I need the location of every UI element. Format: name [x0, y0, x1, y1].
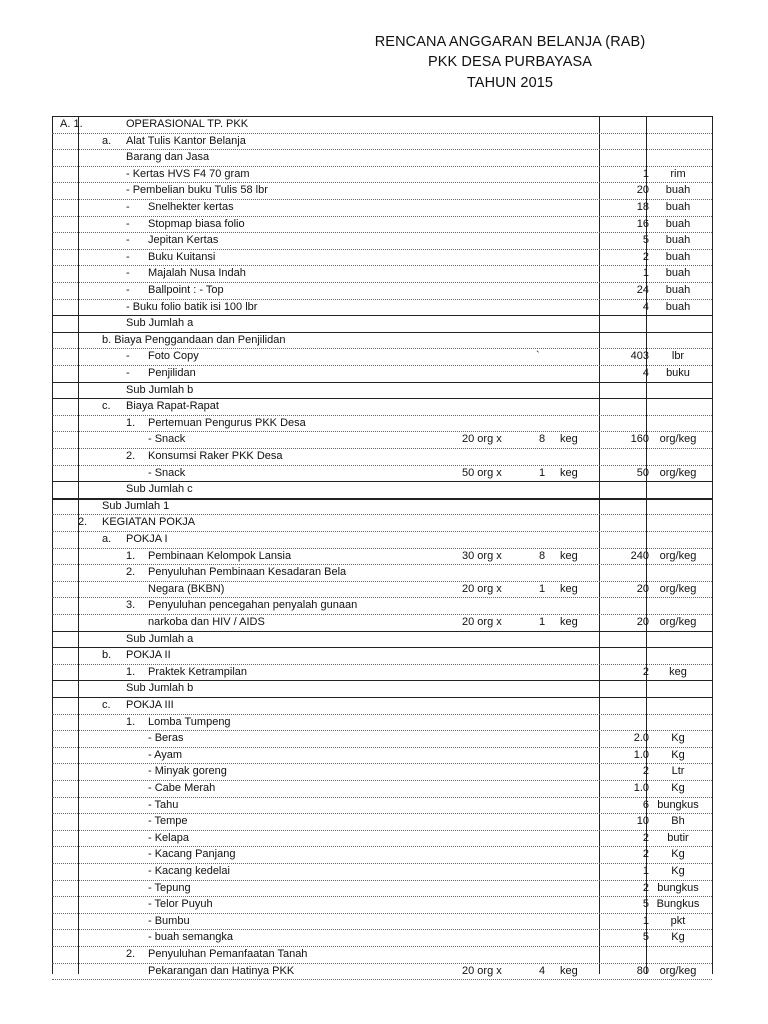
row-detail: Negara (BKBN) — [148, 582, 225, 595]
row-quantity: 1 — [642, 167, 649, 180]
row-label: - Kertas HVS F4 70 gram — [126, 167, 250, 180]
table-row — [52, 514, 712, 532]
row-label: - — [126, 267, 130, 280]
row-detail: Konsumsi Raker PKK Desa — [148, 450, 283, 462]
row-quantity: 2 — [642, 665, 649, 678]
row-label: POKJA II — [126, 649, 171, 662]
row-sub-letter: c. — [102, 400, 111, 413]
table-row — [52, 282, 712, 300]
row-quantity: 24 — [636, 284, 649, 296]
row-detail: - Kacang Panjang — [148, 848, 236, 861]
table-row — [52, 249, 712, 267]
row-detail: - Ayam — [148, 748, 183, 761]
row-detail: Jepitan Kertas — [148, 234, 219, 247]
row-quantity: 4 — [642, 367, 649, 379]
row-label: Sub Jumlah b — [126, 383, 194, 396]
row-frequency-unit: keg — [560, 582, 578, 595]
table-row — [52, 680, 712, 698]
row-participants: 30 org x — [462, 549, 502, 562]
table-row — [52, 315, 712, 333]
row-quantity: 80 — [636, 964, 649, 977]
row-sub-letter: a. — [102, 533, 112, 545]
row-frequency-unit: keg — [560, 433, 578, 446]
row-quantity: 4 — [642, 300, 649, 313]
row-label: - Pembelian buku Tulis 58 lbr — [126, 184, 268, 197]
table-row — [52, 149, 712, 167]
row-unit: Bh — [671, 815, 685, 828]
row-unit: buah — [665, 284, 691, 296]
row-unit: org/keg — [659, 549, 697, 562]
table-row — [52, 199, 712, 217]
row-unit: org/keg — [659, 433, 697, 446]
row-quantity: 2.0 — [633, 732, 649, 745]
table-row — [52, 166, 712, 184]
row-label: POKJA III — [126, 699, 174, 711]
row-frequency-unit: keg — [560, 549, 578, 562]
row-label: - — [126, 234, 130, 247]
row-unit: Kg — [671, 848, 685, 861]
row-unit: bungkus — [657, 798, 699, 811]
table-row — [52, 664, 712, 682]
row-detail: - Kacang kedelai — [148, 865, 230, 877]
row-frequency: 1 — [539, 616, 546, 628]
table-row — [52, 597, 712, 615]
row-quantity: 160 — [630, 433, 649, 446]
row-detail: - Cabe Merah — [148, 782, 216, 794]
row-quantity: 5 — [642, 898, 649, 911]
row-detail: - Tempe — [148, 815, 188, 828]
table-row — [52, 182, 712, 200]
table-row — [52, 763, 712, 781]
row-detail: Penyuluhan Pemanfaatan Tanah — [148, 948, 308, 960]
row-label: 1. — [126, 549, 136, 562]
row-unit: butir — [667, 831, 689, 844]
row-unit: org/keg — [659, 964, 697, 977]
table-row — [52, 697, 712, 715]
row-quantity: 5 — [642, 931, 649, 944]
row-unit: Kg — [671, 931, 685, 944]
row-quantity: 10 — [636, 815, 649, 828]
table-row — [52, 797, 712, 815]
row-unit: Kg — [671, 782, 685, 794]
row-label: 2. — [126, 566, 136, 579]
table-row — [52, 631, 712, 649]
row-sub-letter: b. Biaya Penggandaan dan Penjilidan — [102, 333, 286, 346]
row-quantity: 1 — [642, 914, 649, 927]
table-row — [52, 846, 712, 864]
row-detail: - Bumbu — [148, 914, 190, 927]
row-unit: pkt — [670, 914, 686, 927]
table-row — [52, 863, 712, 881]
row-sub-letter: Sub Jumlah 1 — [102, 499, 170, 512]
table-row — [52, 564, 712, 582]
row-quantity: 16 — [636, 217, 649, 230]
row-quantity: 240 — [630, 549, 649, 562]
row-unit: buah — [665, 217, 691, 230]
row-participants: 20 org x — [462, 433, 502, 446]
row-detail: Penyuluhan pencegahan penyalah gunaan — [148, 599, 358, 612]
row-label: Alat Tulis Kantor Belanja — [126, 134, 246, 147]
row-detail: - Telor Puyuh — [148, 898, 213, 911]
row-quantity: 20 — [636, 582, 649, 595]
table-row — [52, 780, 712, 798]
row-label: OPERASIONAL TP. PKK — [126, 118, 249, 130]
row-detail: Majalah Nusa Indah — [148, 267, 246, 280]
row-detail: Pembinaan Kelompok Lansia — [148, 549, 292, 562]
row-number: A. 1. — [60, 118, 83, 130]
row-unit: buah — [665, 234, 691, 247]
row-label: 2. — [126, 948, 136, 960]
row-label: Sub Jumlah a — [126, 632, 194, 645]
row-quantity: 403 — [630, 350, 649, 363]
row-unit: Kg — [671, 732, 685, 745]
table-row — [52, 929, 712, 947]
row-quantity: 2 — [642, 250, 649, 263]
row-quantity: 2 — [642, 831, 649, 844]
row-frequency-unit: keg — [560, 466, 578, 479]
row-label: 1. — [126, 665, 136, 678]
row-frequency: 8 — [539, 549, 546, 562]
row-detail: Penjilidan — [148, 367, 196, 379]
table-row — [52, 830, 712, 848]
row-quantity: 1.0 — [633, 782, 649, 794]
table-row — [52, 348, 712, 366]
row-frequency: 1 — [539, 466, 546, 479]
table-row — [52, 415, 712, 433]
row-detail: Foto Copy — [148, 350, 199, 363]
row-detail: Pertemuan Pengurus PKK Desa — [148, 416, 306, 429]
row-label: POKJA I — [126, 533, 168, 545]
row-unit: keg — [669, 665, 687, 678]
doc-title: RENCANA ANGGARAN BELANJA (RAB) — [374, 34, 646, 50]
row-quantity: 1.0 — [633, 748, 649, 761]
row-quantity: 2 — [642, 848, 649, 861]
row-label: - — [126, 250, 130, 263]
row-sub-letter: b. — [102, 649, 112, 662]
row-unit: rim — [670, 167, 686, 180]
table-row — [52, 896, 712, 914]
table-row — [52, 398, 712, 416]
table-row — [52, 747, 712, 765]
row-detail: - Minyak goreng — [148, 765, 227, 778]
table-row — [52, 614, 712, 632]
table-row — [52, 382, 712, 400]
table-row — [52, 714, 712, 732]
row-unit: Kg — [671, 748, 685, 761]
row-frequency: 1 — [539, 582, 546, 595]
row-unit: buah — [665, 250, 691, 263]
row-quantity: 1 — [642, 865, 649, 877]
row-quantity: 18 — [636, 201, 649, 213]
row-participants: 20 org x — [462, 616, 502, 628]
row-sub-letter: c. — [102, 699, 111, 711]
row-participants: 20 org x — [462, 582, 502, 595]
row-unit: bungkus — [657, 881, 699, 894]
row-detail: Praktek Ketrampilan — [148, 665, 248, 678]
row-label: - Buku folio batik isi 100 lbr — [126, 300, 258, 313]
row-number: 2. — [78, 516, 88, 529]
table-row — [52, 813, 712, 831]
row-label: - — [126, 201, 130, 213]
row-detail: - buah semangka — [148, 931, 233, 944]
table-row — [52, 265, 712, 283]
row-unit: buku — [666, 367, 690, 379]
table-row — [52, 946, 712, 964]
table-row — [52, 332, 712, 350]
row-label: - — [126, 350, 130, 363]
table-row — [52, 581, 712, 599]
table-row — [52, 365, 712, 383]
row-detail: - Kelapa — [148, 831, 189, 844]
row-quantity: 20 — [636, 616, 649, 628]
table-row — [52, 465, 712, 483]
table-row — [52, 216, 712, 234]
row-unit: Ltr — [671, 765, 685, 778]
row-detail: - Tepung — [148, 881, 191, 894]
table-row — [52, 730, 712, 748]
row-unit: buah — [665, 300, 691, 313]
row-detail: - Tahu — [148, 798, 179, 811]
row-label: 1. — [126, 416, 136, 429]
row-label: Biaya Rapat-Rapat — [126, 400, 219, 413]
table-row — [52, 431, 712, 449]
row-label: - — [126, 284, 130, 296]
table-row — [52, 913, 712, 931]
table-row — [52, 133, 712, 151]
row-frequency-unit: keg — [560, 616, 578, 628]
row-detail: - Beras — [148, 732, 184, 745]
table-row — [52, 880, 712, 898]
row-detail: Snelhekter kertas — [148, 201, 234, 213]
row-label: Sub Jumlah c — [126, 483, 193, 496]
row-participants: 50 org x — [462, 466, 502, 479]
table-row — [52, 116, 712, 134]
row-sub-letter: KEGIATAN POKJA — [102, 516, 196, 529]
row-detail: Lomba Tumpeng — [148, 715, 231, 728]
row-label: 3. — [126, 599, 136, 612]
row-detail: narkoba dan HIV / AIDS — [148, 616, 265, 628]
row-detail: Pekarangan dan Hatinya PKK — [148, 964, 295, 977]
doc-subtitle: PKK DESA PURBAYASA — [427, 54, 593, 70]
row-unit: buah — [665, 201, 691, 213]
budget-table — [0, 116, 768, 976]
row-unit: org/keg — [659, 582, 697, 595]
row-detail: Buku Kuitansi — [148, 250, 216, 263]
table-row — [52, 531, 712, 549]
doc-year: TAHUN 2015 — [466, 75, 554, 91]
row-detail: Stopmap biasa folio — [148, 217, 245, 230]
row-frequency-unit: keg — [560, 964, 578, 977]
row-unit: org/keg — [659, 616, 697, 628]
row-frequency: 8 — [539, 433, 546, 446]
table-row — [52, 299, 712, 317]
row-unit: buah — [665, 267, 691, 280]
row-sub-letter: a. — [102, 134, 112, 147]
row-unit: org/keg — [659, 466, 697, 479]
row-unit: Bungkus — [656, 898, 700, 911]
row-label: Sub Jumlah b — [126, 682, 194, 695]
table-row — [52, 963, 712, 981]
row-detail: - Snack — [148, 466, 186, 479]
row-quantity: 5 — [642, 234, 649, 247]
row-quantity: 2 — [642, 881, 649, 894]
row-participants: 20 org x — [462, 964, 502, 977]
row-quantity: 6 — [642, 798, 649, 811]
row-label: - — [126, 367, 130, 379]
row-detail: Penyuluhan Pembinaan Kesadaran Bela — [148, 566, 347, 579]
row-label: 1. — [126, 715, 136, 728]
row-unit: lbr — [671, 350, 685, 363]
row-detail: - Snack — [148, 433, 186, 446]
row-label: Barang dan Jasa — [126, 151, 210, 164]
table-row — [52, 232, 712, 250]
row-label: - — [126, 217, 130, 230]
row-label: 2. — [126, 450, 136, 462]
table-row — [52, 448, 712, 466]
row-unit: Kg — [671, 865, 685, 877]
table-row — [52, 548, 712, 566]
row-mark: ` — [536, 350, 540, 363]
row-unit: buah — [665, 184, 691, 197]
row-quantity: 1 — [642, 267, 649, 280]
table-row — [52, 647, 712, 665]
row-quantity: 2 — [642, 765, 649, 778]
table-row — [52, 498, 712, 516]
row-detail: Ballpoint : - Top — [148, 284, 224, 296]
row-frequency: 4 — [539, 964, 546, 977]
row-quantity: 50 — [636, 466, 649, 479]
row-label: Sub Jumlah a — [126, 317, 194, 330]
row-quantity: 20 — [636, 184, 649, 197]
